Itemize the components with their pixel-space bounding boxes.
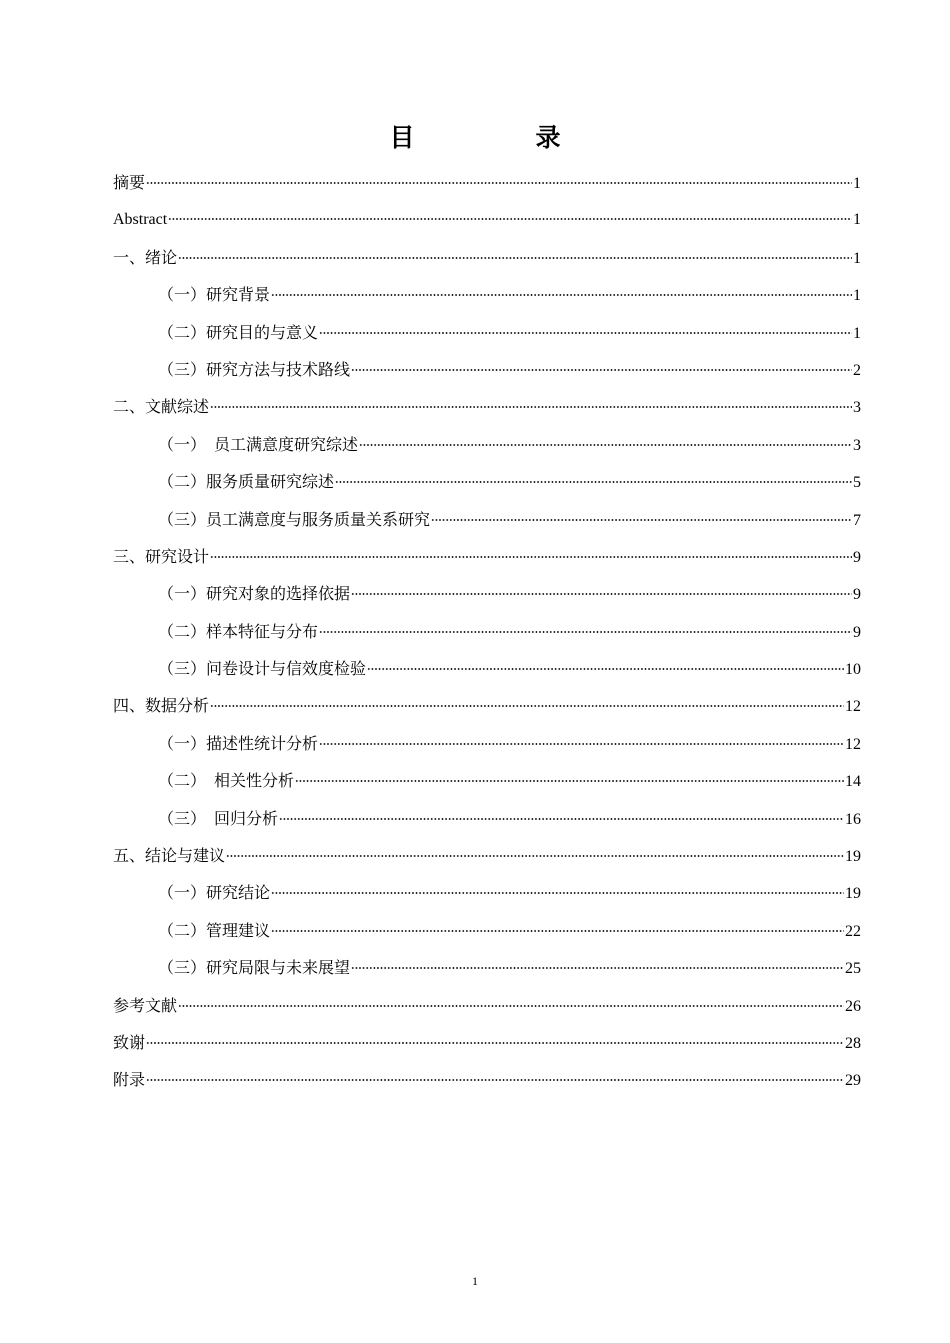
toc-entry-label: （三）问卷设计与信效度检验 bbox=[158, 659, 367, 679]
toc-entry-page: 19 bbox=[845, 848, 861, 866]
toc-leader-dots bbox=[351, 967, 844, 969]
toc-leader-dots bbox=[271, 892, 844, 894]
toc-entry[interactable] bbox=[113, 725, 861, 762]
table-of-contents bbox=[113, 164, 861, 1099]
toc-entry[interactable] bbox=[113, 463, 861, 500]
toc-entry-page: 12 bbox=[845, 698, 861, 716]
toc-entry[interactable] bbox=[113, 388, 861, 425]
toc-entry-page: 1 bbox=[853, 324, 861, 342]
toc-entry-label: 三、研究设计 bbox=[113, 546, 210, 566]
toc-leader-dots bbox=[178, 1005, 844, 1007]
toc-entry-page: 7 bbox=[853, 511, 861, 529]
toc-leader-dots bbox=[178, 257, 852, 259]
toc-leader-dots bbox=[210, 705, 844, 707]
toc-entry-label: （一）研究对象的选择依据 bbox=[158, 584, 351, 604]
toc-entry-page: 14 bbox=[845, 773, 861, 791]
toc-entry-label: 四、数据分析 bbox=[113, 696, 210, 716]
toc-entry-label: （二）样本特征与分布 bbox=[158, 621, 319, 641]
toc-entry[interactable] bbox=[113, 650, 861, 687]
toc-entry-page: 5 bbox=[853, 474, 861, 492]
toc-entry[interactable] bbox=[113, 1024, 861, 1061]
toc-entry-label: 附录 bbox=[113, 1070, 146, 1090]
toc-entry[interactable] bbox=[113, 987, 861, 1024]
toc-entry-page: 3 bbox=[853, 436, 861, 454]
toc-leader-dots bbox=[271, 294, 852, 296]
toc-entry[interactable] bbox=[113, 800, 861, 837]
toc-leader-dots bbox=[335, 481, 852, 483]
toc-entry-label: 摘要 bbox=[113, 173, 146, 192]
toc-entry[interactable] bbox=[113, 351, 861, 388]
toc-leader-dots bbox=[367, 668, 844, 670]
toc-entry[interactable] bbox=[113, 239, 861, 276]
toc-entry[interactable] bbox=[113, 501, 861, 538]
toc-entry[interactable] bbox=[113, 164, 861, 201]
toc-entry-page: 22 bbox=[845, 922, 861, 940]
toc-entry[interactable] bbox=[113, 837, 861, 874]
toc-entry[interactable] bbox=[113, 762, 861, 799]
toc-entry-page: 1 bbox=[853, 175, 861, 192]
toc-entry[interactable] bbox=[113, 687, 861, 724]
toc-entry-page: 2 bbox=[853, 361, 861, 379]
page-number: 1 bbox=[472, 1274, 478, 1288]
toc-leader-dots bbox=[210, 556, 852, 558]
toc-leader-dots bbox=[359, 444, 852, 446]
toc-leader-dots bbox=[431, 519, 852, 521]
toc-entry-page: 12 bbox=[845, 735, 861, 753]
toc-leader-dots bbox=[226, 855, 844, 857]
toc-entry-label: （三）员工满意度与服务质量关系研究 bbox=[158, 509, 431, 529]
toc-leader-dots bbox=[295, 780, 844, 782]
toc-entry-label: 一、绪论 bbox=[113, 247, 178, 267]
page-title: 目 录 bbox=[389, 123, 609, 152]
toc-leader-dots bbox=[319, 332, 852, 334]
toc-entry-page: 28 bbox=[845, 1034, 861, 1052]
toc-entry-page: 1 bbox=[853, 249, 861, 267]
toc-entry-label: 致谢 bbox=[113, 1032, 146, 1052]
toc-leader-dots bbox=[319, 631, 852, 633]
toc-entry[interactable] bbox=[113, 201, 861, 238]
toc-entry-page: 25 bbox=[845, 960, 861, 978]
toc-leader-dots bbox=[168, 218, 852, 220]
toc-entry-label: 二、文献综述 bbox=[113, 397, 210, 417]
toc-entry-label: （二） 相关性分析 bbox=[158, 771, 295, 791]
toc-entry-label: （二）研究目的与意义 bbox=[158, 322, 319, 342]
toc-leader-dots bbox=[351, 593, 852, 595]
toc-entry[interactable] bbox=[113, 276, 861, 313]
toc-entry-label: （一）研究背景 bbox=[158, 285, 271, 305]
toc-leader-dots bbox=[146, 1079, 844, 1081]
toc-leader-dots bbox=[210, 406, 852, 408]
toc-entry[interactable] bbox=[113, 613, 861, 650]
toc-entry-label: Abstract bbox=[113, 211, 168, 229]
toc-leader-dots bbox=[146, 182, 852, 184]
toc-entry-label: （三）研究局限与未来展望 bbox=[158, 958, 351, 978]
toc-leader-dots bbox=[146, 1042, 844, 1044]
toc-entry-page: 9 bbox=[853, 623, 861, 641]
toc-entry-label: 五、结论与建议 bbox=[113, 846, 226, 866]
toc-entry-page: 16 bbox=[845, 810, 861, 828]
toc-entry-label: （一） 员工满意度研究综述 bbox=[158, 434, 359, 454]
toc-entry-label: 参考文献 bbox=[113, 995, 178, 1015]
toc-entry-page: 9 bbox=[853, 548, 861, 566]
toc-entry-page: 29 bbox=[845, 1072, 861, 1090]
toc-entry[interactable] bbox=[113, 949, 861, 986]
toc-entry[interactable] bbox=[113, 314, 861, 351]
toc-entry[interactable] bbox=[113, 874, 861, 911]
toc-entry[interactable] bbox=[113, 538, 861, 575]
toc-entry-label: （二）管理建议 bbox=[158, 920, 271, 940]
toc-entry-page: 9 bbox=[853, 586, 861, 604]
toc-entry-label: （三）研究方法与技术路线 bbox=[158, 359, 351, 379]
toc-entry[interactable] bbox=[113, 426, 861, 463]
toc-entry[interactable] bbox=[113, 912, 861, 949]
toc-leader-dots bbox=[351, 369, 852, 371]
toc-entry[interactable] bbox=[113, 1061, 861, 1098]
toc-entry-label: （二）服务质量研究综述 bbox=[158, 472, 335, 492]
toc-entry-label: （一）描述性统计分析 bbox=[158, 733, 319, 753]
toc-leader-dots bbox=[271, 930, 844, 932]
toc-entry-page: 26 bbox=[845, 997, 861, 1015]
toc-entry-page: 10 bbox=[845, 661, 861, 679]
toc-leader-dots bbox=[319, 743, 844, 745]
toc-entry-label: （三） 回归分析 bbox=[158, 808, 279, 828]
toc-entry-page: 1 bbox=[853, 211, 861, 229]
toc-leader-dots bbox=[279, 818, 844, 820]
toc-entry-page: 1 bbox=[853, 287, 861, 305]
toc-entry-page: 3 bbox=[853, 399, 861, 417]
toc-entry-label: （一）研究结论 bbox=[158, 883, 271, 903]
toc-entry[interactable] bbox=[113, 575, 861, 612]
toc-entry-page: 19 bbox=[845, 885, 861, 903]
